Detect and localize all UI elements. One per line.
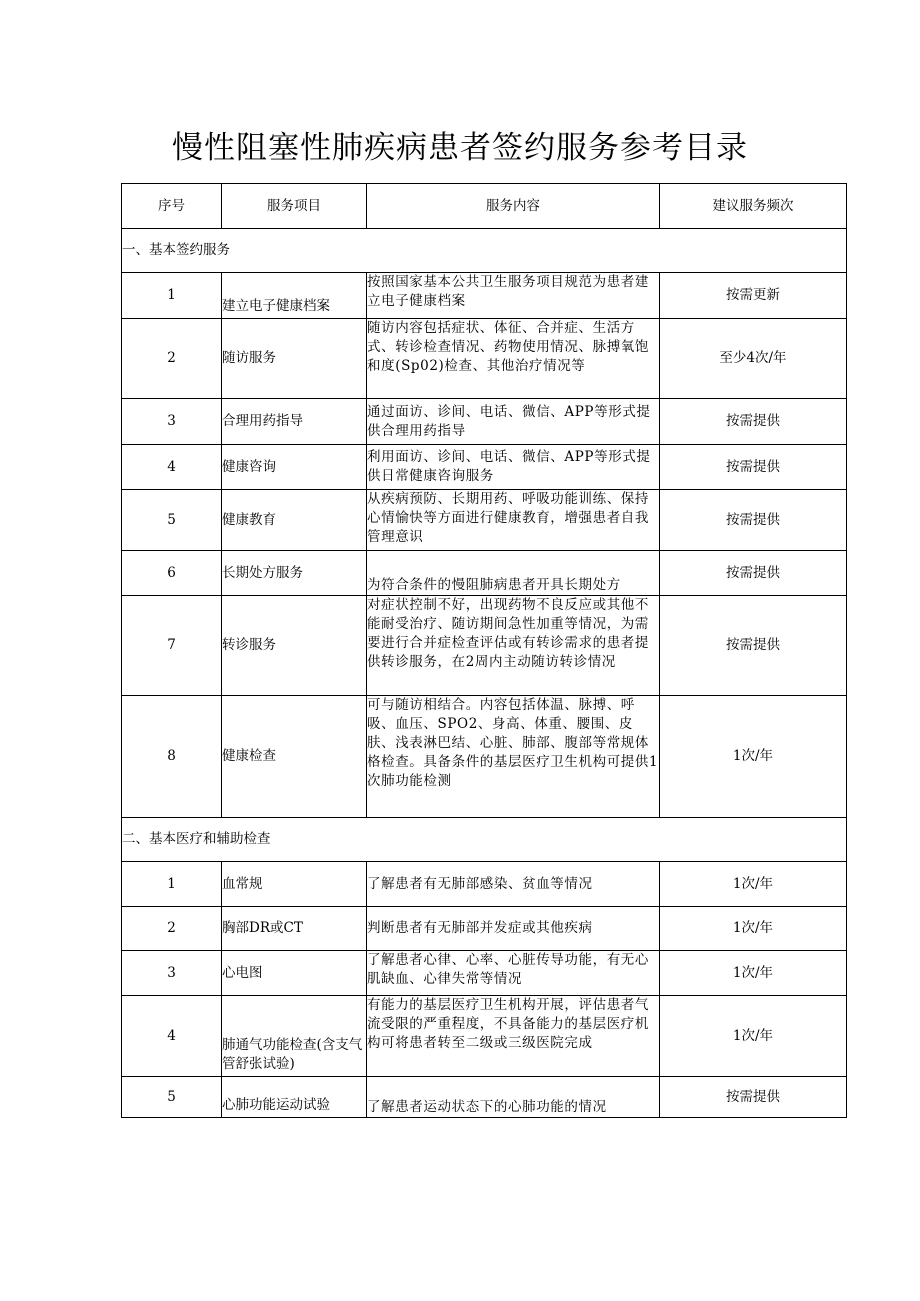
row-item: 心电图 xyxy=(222,951,367,996)
row-frequency: 1次/年 xyxy=(660,907,847,951)
table-row xyxy=(122,951,847,996)
table-row xyxy=(122,907,847,951)
section-label: 一、基本签约服务 xyxy=(122,229,847,273)
row-frequency: 至少4次/年 xyxy=(660,319,847,399)
row-content: 按照国家基本公共卫生服务项目规范为患者建立电子健康档案 xyxy=(367,273,660,319)
service-catalog-table xyxy=(121,183,847,1118)
section-row xyxy=(122,818,847,862)
header-content: 服务内容 xyxy=(367,184,660,229)
row-item: 健康教育 xyxy=(222,490,367,551)
header-frequency: 建议服务频次 xyxy=(660,184,847,229)
row-number: 3 xyxy=(122,951,222,996)
table-row xyxy=(122,273,847,319)
section-row xyxy=(122,229,847,273)
row-number: 4 xyxy=(122,445,222,490)
row-content: 有能力的基层医疗卫生机构开展，评估患者气流受限的严重程度，不具备能力的基层医疗机构可将患者转至二级或三级医院完成 xyxy=(367,996,660,1077)
row-content: 了解患者心律、心率、心脏传导功能，有无心肌缺血、心律失常等情况 xyxy=(367,951,660,996)
row-item: 血常规 xyxy=(222,862,367,907)
row-content: 了解患者运动状态下的心肺功能的情况 xyxy=(367,1077,660,1118)
row-content: 为符合条件的慢阻肺病患者开具长期处方 xyxy=(367,551,660,596)
row-number: 2 xyxy=(122,319,222,399)
row-number: 1 xyxy=(122,273,222,319)
table-row xyxy=(122,996,847,1077)
row-frequency: 1次/年 xyxy=(660,996,847,1077)
row-number: 5 xyxy=(122,1077,222,1118)
table-row xyxy=(122,862,847,907)
row-frequency: 1次/年 xyxy=(660,862,847,907)
table-row xyxy=(122,696,847,818)
table-row xyxy=(122,490,847,551)
row-number: 6 xyxy=(122,551,222,596)
row-frequency: 按需提供 xyxy=(660,445,847,490)
row-content: 了解患者有无肺部感染、贫血等情况 xyxy=(367,862,660,907)
row-number: 4 xyxy=(122,996,222,1077)
row-frequency: 按需提供 xyxy=(660,399,847,445)
section-label: 二、基本医疗和辅助检查 xyxy=(122,818,847,862)
row-frequency: 1次/年 xyxy=(660,696,847,818)
row-item: 合理用药指导 xyxy=(222,399,367,445)
table-row xyxy=(122,445,847,490)
row-number: 5 xyxy=(122,490,222,551)
table-row xyxy=(122,551,847,596)
row-item: 长期处方服务 xyxy=(222,551,367,596)
row-item: 随访服务 xyxy=(222,319,367,399)
row-number: 7 xyxy=(122,596,222,696)
row-number: 3 xyxy=(122,399,222,445)
page-title: 慢性阻塞性肺疾病患者签约服务参考目录 xyxy=(172,130,748,166)
row-item: 健康咨询 xyxy=(222,445,367,490)
row-item: 建立电子健康档案 xyxy=(222,273,367,319)
row-number: 2 xyxy=(122,907,222,951)
table-row xyxy=(122,319,847,399)
header-no: 序号 xyxy=(122,184,222,229)
row-frequency: 按需更新 xyxy=(660,273,847,319)
row-frequency: 按需提供 xyxy=(660,551,847,596)
row-item: 胸部DR或CT xyxy=(222,907,367,951)
table-row xyxy=(122,399,847,445)
header-item: 服务项目 xyxy=(222,184,367,229)
row-content: 从疾病预防、长期用药、呼吸功能训练、保持心情愉快等方面进行健康教育，增强患者自我管理意识 xyxy=(367,490,660,551)
row-frequency: 按需提供 xyxy=(660,490,847,551)
row-content: 利用面访、诊间、电话、微信、APP等形式提供日常健康咨询服务 xyxy=(367,445,660,490)
row-item: 转诊服务 xyxy=(222,596,367,696)
row-content: 随访内容包括症状、体征、合并症、生活方式、转诊检查情况、药物使用情况、脉搏氧饱和度(Sp02)检查、其他治疗情况等 xyxy=(367,319,660,399)
row-content: 对症状控制不好，出现药物不良反应或其他不能耐受治疗、随访期间急性加重等情况，为需要进行合并症检查评估或有转诊需求的患者提供转诊服务，在2周内主动随访转诊情况 xyxy=(367,596,660,696)
table-row xyxy=(122,1077,847,1118)
row-item: 肺通气功能检查(含支气管舒张试验) xyxy=(222,996,367,1077)
row-content: 可与随访相结合。内容包括体温、脉搏、呼吸、血压、SPO2、身高、体重、腰围、皮肤、浅表淋巴结、心脏、肺部、腹部等常规体格检查。具备条件的基层医疗卫生机构可提供1次肺功能检测 xyxy=(367,696,660,818)
row-frequency: 按需提供 xyxy=(660,596,847,696)
table-header-row xyxy=(122,184,847,229)
row-frequency: 1次/年 xyxy=(660,951,847,996)
row-content: 通过面访、诊间、电话、微信、APP等形式提供合理用药指导 xyxy=(367,399,660,445)
row-content: 判断患者有无肺部并发症或其他疾病 xyxy=(367,907,660,951)
row-item: 健康检查 xyxy=(222,696,367,818)
table-row xyxy=(122,596,847,696)
row-number: 1 xyxy=(122,862,222,907)
row-frequency: 按需提供 xyxy=(660,1077,847,1118)
row-number: 8 xyxy=(122,696,222,818)
row-item: 心肺功能运动试验 xyxy=(222,1077,367,1118)
